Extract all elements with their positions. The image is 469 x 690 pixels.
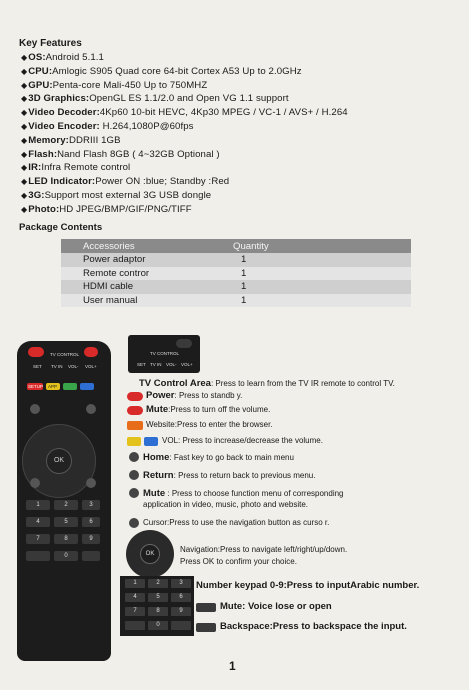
app-label: APP [48,384,58,389]
mute-button-icon [84,347,98,357]
feature-line [21,149,220,160]
accessory-cell: Remote contror [61,267,221,281]
feature-label: 3D Graphics: [28,93,90,105]
diamond-bullet-icon: ◆ [21,177,28,187]
website-description: Website:Press to enter the browser. [146,420,273,429]
keypad-key-5: 5 [148,593,168,602]
feature-line [21,121,194,132]
return-title: Return [143,470,174,481]
return-description [143,470,315,481]
menu-icon [129,488,139,498]
accessory-cell: HDMI cable [61,280,221,294]
feature-value: Amlogic S905 Quad core 64-bit Cortex A53 Up to 2.0GHz [52,65,302,77]
mini-tv-in-label: TV IN [150,362,162,367]
menu-key-icon [30,478,40,488]
feature-value: Nand Flash 8GB ( 4~32GB Optional ) [57,148,220,160]
feature-value: H.264,1080P@60fps [99,121,194,132]
table-row [61,294,411,308]
feature-label: GPU: [28,79,53,91]
navigation-description-line2: Press OK to confirm your choice. [180,557,297,566]
set-label: SET [33,364,42,369]
feature-line [21,66,302,77]
website-icon [127,421,143,430]
remote-key-1: 1 [26,500,50,510]
feature-value: Penta-core Mali-450 Up to 750MHZ [52,79,208,91]
feature-value: Support most external 3G USB dongle [44,190,212,201]
feature-label: Flash: [28,148,58,160]
remote-ok-button: OK [46,448,72,474]
keypad-key-6: 6 [171,593,191,602]
menu-text: : Press to choose function menu of corresponding [165,489,344,498]
remote-key-7: 7 [26,534,50,544]
feature-line [21,80,207,91]
mini-set-label: SET [137,362,146,367]
mute-voice-icon [196,603,216,612]
cursor-icon [129,518,139,528]
tv-control-label: TV CONTROL [50,352,80,357]
return-text: : Press to return back to previous menu. [173,471,316,480]
diamond-bullet-icon: ◆ [21,135,28,145]
quantity-cell: 1 [221,294,411,308]
remote-key-6: 6 [82,517,100,527]
vol-minus-icon [127,437,141,446]
keypad-key-0: 0 [148,621,168,630]
power-text: : Press to standb y. [174,391,243,400]
keypad-key-2: 2 [148,579,168,588]
feature-line [21,162,130,173]
feature-value: OpenGL ES 1.1/2.0 and Open VG 1.1 support [89,93,289,105]
feature-value: DDRIII 1GB [68,134,121,146]
power-description [146,390,242,401]
feature-label: 3G: [28,190,45,201]
diamond-bullet-icon: ◆ [21,163,28,173]
power-button-icon [28,347,44,357]
navigation-description: Navigation:Press to navigate left/right/up/down. [180,545,348,554]
backspace-description [220,621,407,632]
keypad-text: Number keypad 0-9:Press to inputArabic number. [196,580,420,591]
mini-vol-minus-label: VOL- [166,362,177,367]
diamond-bullet-icon: ◆ [21,94,28,104]
diamond-bullet-icon: ◆ [21,122,28,131]
quantity-cell: 1 [221,253,411,267]
mini-vol-plus-label: VOL+ [181,362,193,367]
backspace-icon [196,623,216,632]
mute-voice-description [220,601,332,612]
feature-line [21,135,121,146]
feature-value: Power ON :blue; Standby :Red [95,176,230,188]
feature-value: HD JPEG/BMP/GIF/PNG/TIFF [59,203,192,215]
remote-mute-key [26,551,50,561]
keypad-key-7: 7 [125,607,145,616]
keypad-backspace-key [171,621,191,630]
keypad-key-9: 9 [171,607,191,616]
remote-key-3: 3 [82,500,100,510]
keypad-key-3: 3 [171,579,191,588]
accessory-cell: User manual [61,294,221,308]
feature-line [21,93,289,104]
tv-area-description [139,378,395,389]
home-title: Home [143,452,170,463]
diamond-bullet-icon: ◆ [21,204,28,214]
home-text: : Fast key to go back to main menu [169,453,294,462]
diamond-bullet-icon: ◆ [21,191,28,200]
vol-description: VOL: Press to increase/decrease the volume. [162,436,323,445]
mute-title: Mute [146,404,169,415]
setup-label: SETUP [28,384,44,389]
vol-minus-key [63,383,77,390]
cursor-description: Cursor:Press to use the navigation button as curso r. [143,518,330,527]
tv-area-title: TV Control Area [139,378,211,389]
mute-description [146,404,270,415]
backspace-text: Backspace:Press to backspace the input. [220,621,407,632]
keypad-description [196,580,419,591]
vol-plus-key [80,383,94,390]
header-accessories: Accessories [61,239,221,253]
home-key-icon [30,404,40,414]
mute-voice-text: Mute: Voice lose or open [220,601,332,612]
remote-backspace-key [82,551,100,561]
accessory-cell: Power adaptor [61,253,221,267]
table-row [61,280,411,294]
menu-description [143,488,344,499]
feature-label: Video Decoder: [28,107,100,119]
keypad-key-1: 1 [125,579,145,588]
feature-label: Photo: [28,203,60,215]
feature-label: OS: [28,52,46,63]
keypad-mute-key [125,621,145,630]
feature-label: Video Encoder: [28,121,100,132]
feature-line [21,107,348,118]
feature-value: Android 5.1.1 [45,52,104,63]
diamond-bullet-icon: ◆ [21,66,28,76]
feature-label: IR: [28,162,42,174]
remote-key-4: 4 [26,517,50,527]
page-number: 1 [229,659,236,673]
tv-in-label: TV IN [51,364,63,369]
navigation-ok-button: OK [140,544,160,564]
table-row [61,267,411,281]
vol-minus-label: VOL- [68,364,79,369]
return-icon [129,470,139,480]
remote-key-5: 5 [54,517,78,527]
power-title: Power [146,390,175,401]
quantity-cell: 1 [221,267,411,281]
mini-tv-control-label: TV CONTROL [150,351,180,356]
diamond-bullet-icon: ◆ [21,53,28,62]
feature-value: Infra Remote control [41,162,131,174]
vol-plus-label: VOL+ [85,364,97,369]
key-features-title: Key Features [19,38,82,49]
home-icon [129,452,139,462]
feature-line [21,190,211,201]
mute-icon [127,406,143,415]
home-description [143,452,294,463]
feature-label: CPU: [28,65,53,77]
keypad-key-4: 4 [125,593,145,602]
diamond-bullet-icon: ◆ [21,80,28,90]
remote-key-2: 2 [54,500,78,510]
remote-key-8: 8 [54,534,78,544]
cursor-key-icon [86,478,96,488]
keypad-key-8: 8 [148,607,168,616]
remote-key-0: 0 [54,551,78,561]
mute-text: :Press to turn off the volume. [168,405,271,414]
menu-description-line2: application in video, music, photo and website. [143,500,308,509]
feature-label: LED Indicator: [28,176,96,188]
power-icon [127,392,143,401]
package-contents-table [61,239,411,307]
diamond-bullet-icon: ◆ [21,149,28,159]
feature-line [21,52,104,63]
feature-line [21,176,229,187]
feature-value: 4Kp60 10-bit HEVC, 4Kp30 MPEG / VC-1 / AVS+ / H.264 [99,107,348,119]
menu-title: Mute [143,488,166,499]
vol-plus-icon [144,437,158,446]
feature-label: Memory: [28,134,69,146]
header-quantity: Quantity [221,239,411,253]
package-contents-title: Package Contents [19,222,103,233]
feature-line [21,204,192,215]
quantity-cell: 1 [221,280,411,294]
return-key-icon [86,404,96,414]
mini-power-icon [176,339,192,348]
table-row [61,253,411,267]
remote-key-9: 9 [82,534,100,544]
tv-area-text: : Press to learn from the TV IR remote to control TV. [210,379,395,388]
diamond-bullet-icon: ◆ [21,108,28,118]
